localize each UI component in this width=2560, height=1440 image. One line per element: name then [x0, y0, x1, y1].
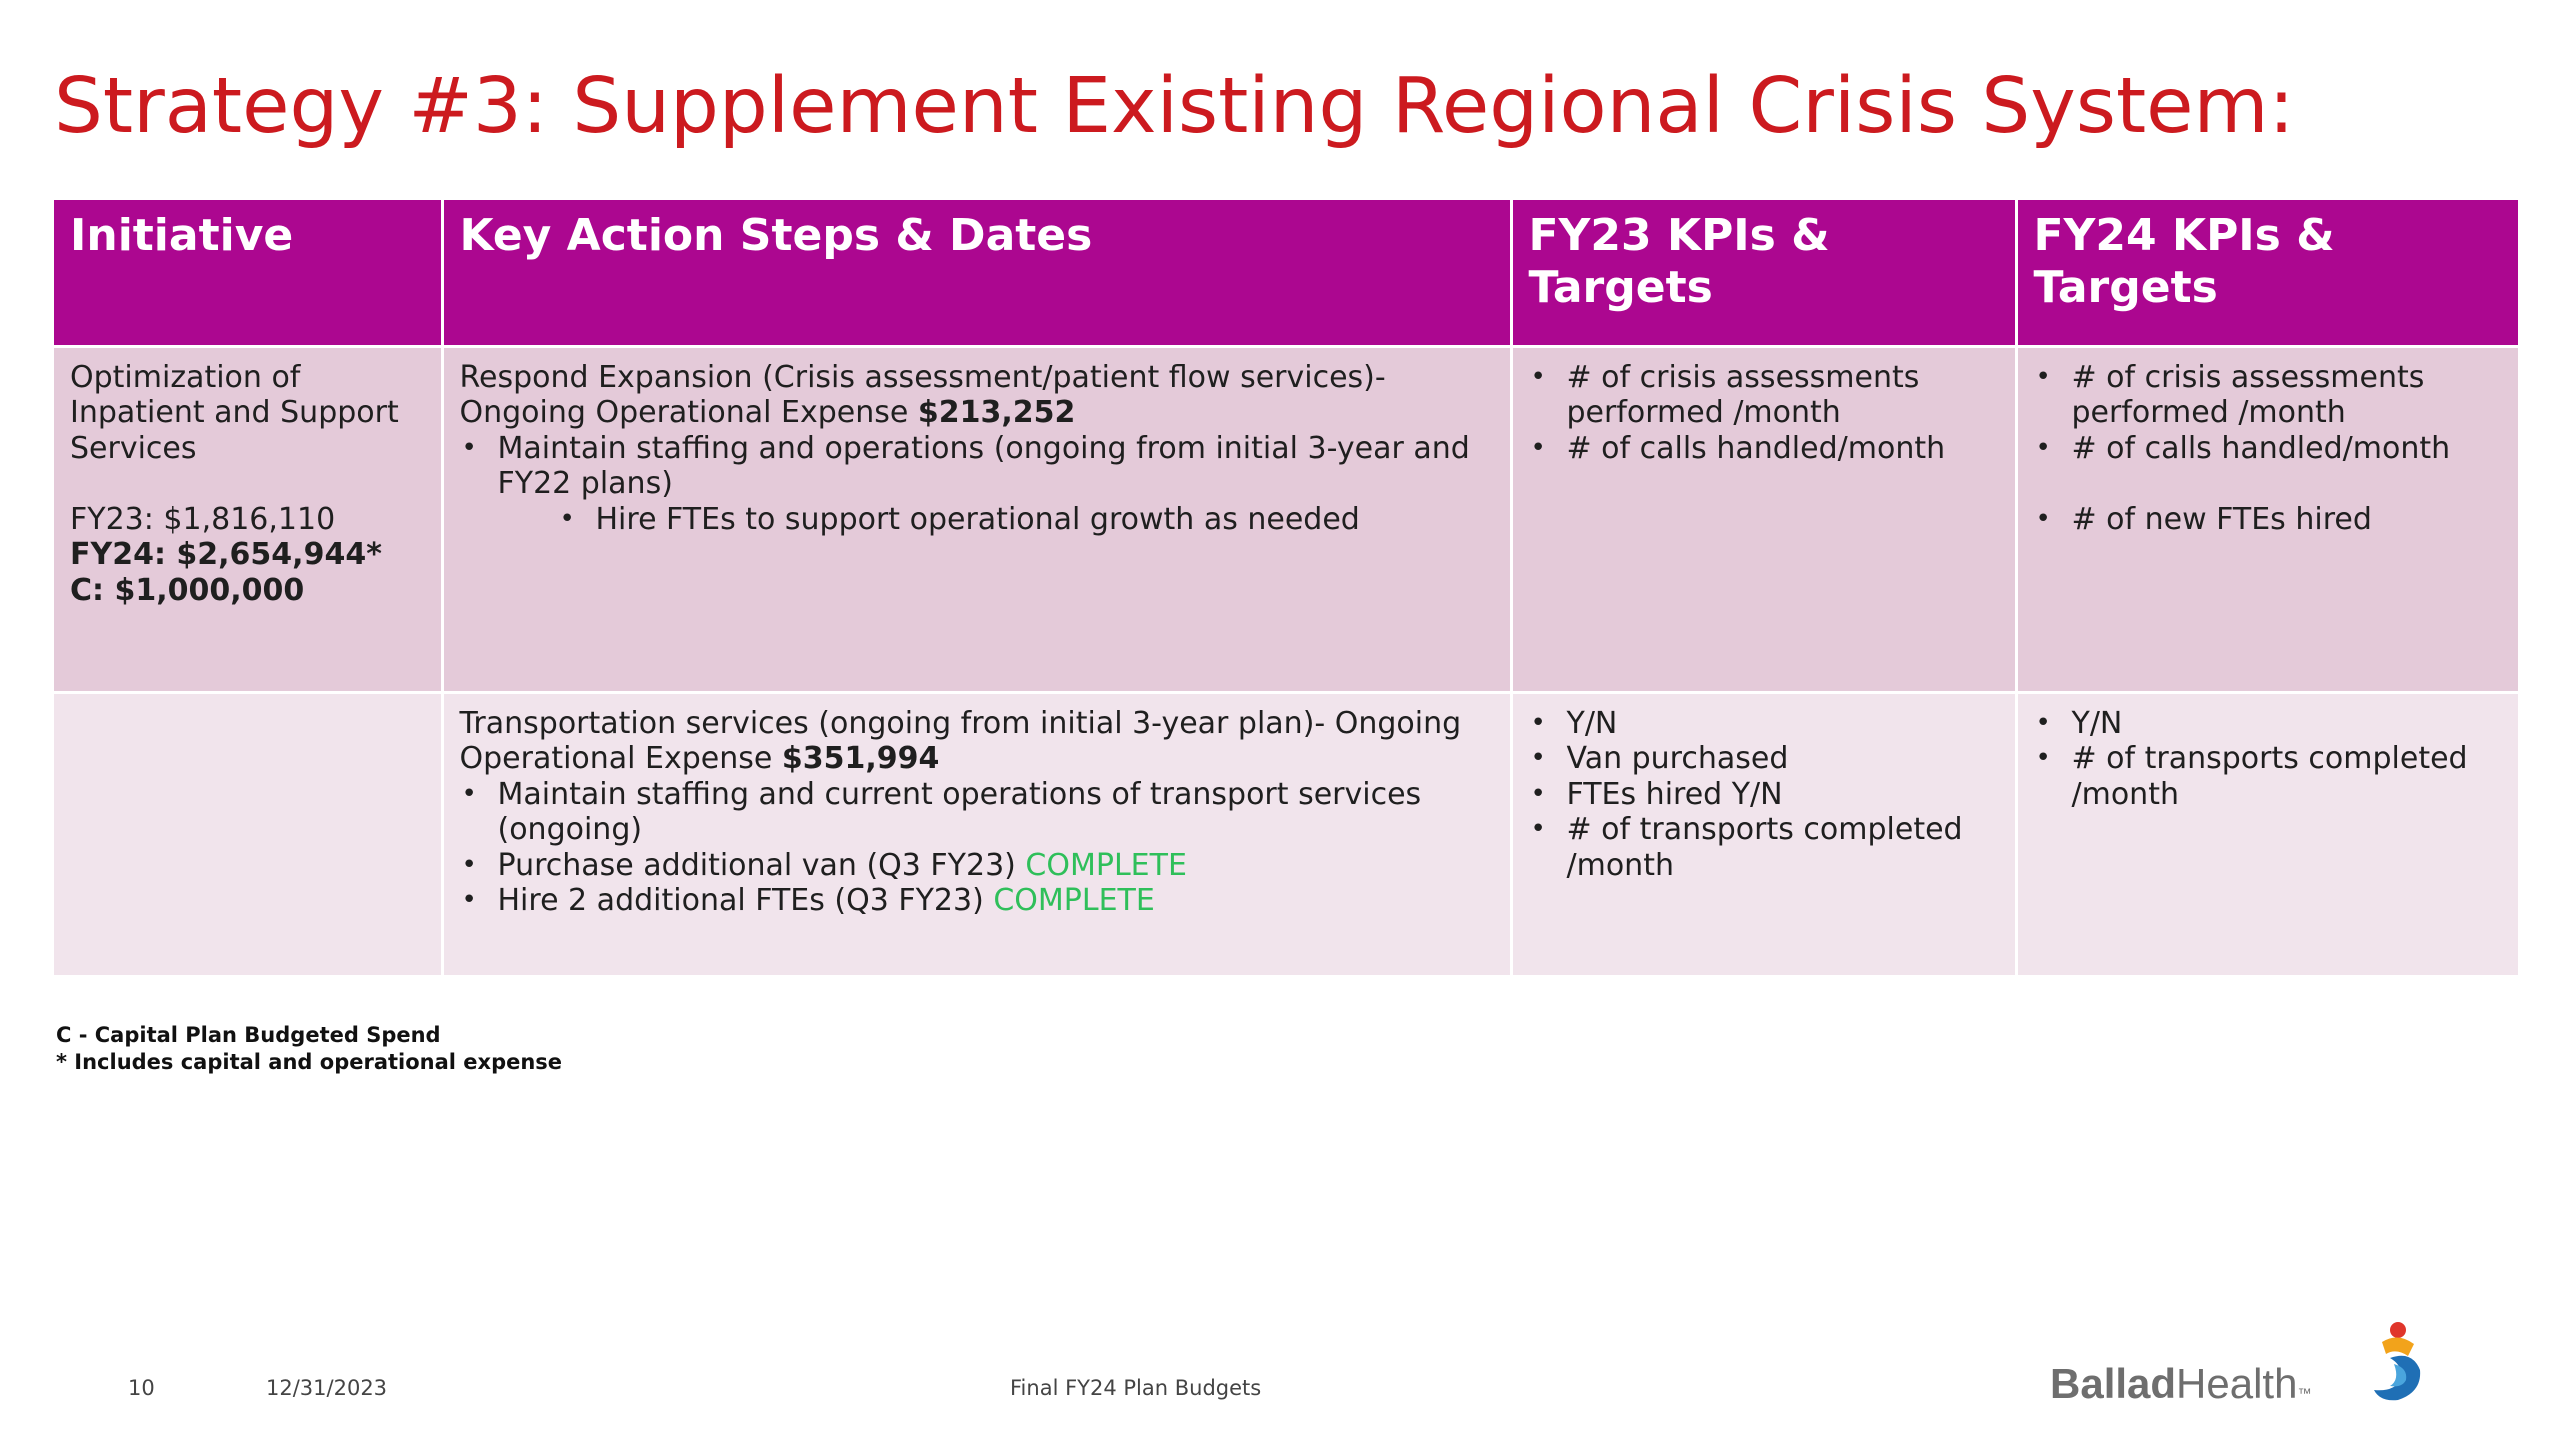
action-steps-cell — [442, 692, 1511, 976]
action-step — [460, 777, 1494, 848]
footnote-asterisk: * Includes capital and operational expense — [56, 1050, 563, 1074]
table-row — [54, 692, 2518, 976]
logo-mark-icon — [2360, 1320, 2440, 1410]
table-row — [54, 346, 2518, 692]
header-fy23-kpis: FY23 KPIs & Targets — [1511, 200, 2016, 346]
fy24-kpis-cell — [2016, 346, 2518, 692]
kpi-item: • # of calls handled/month — [1529, 431, 1999, 467]
logo-text-regular: Health — [2176, 1360, 2298, 1407]
capital-budget: C: $1,000,000 — [70, 572, 305, 608]
fy23-budget: FY23: $1,816,110 — [70, 501, 336, 537]
action-step: • Maintain staffing and operations (ongoing from initial 3-year and FY22 plans) — [460, 431, 1494, 502]
strategy-table — [54, 200, 2518, 978]
footer-date: 12/31/2023 — [266, 1376, 388, 1400]
initiative-name: Optimization of Inpatient and Support Services — [70, 359, 399, 466]
initiative-cell-empty — [54, 692, 442, 976]
logo-text-bold: Ballad — [2050, 1360, 2177, 1407]
kpi-item: • # of transports completed /month — [1529, 812, 1999, 883]
table-header-row — [54, 200, 2518, 346]
kpi-item: • FTEs hired Y/N — [1529, 777, 1999, 813]
logo-wordmark — [2050, 1360, 2311, 1408]
action-substep: • Hire FTEs to support operational growth as needed — [558, 502, 1494, 538]
footnotes — [56, 1022, 562, 1076]
kpi-item: • # of calls handled/month — [2034, 431, 2503, 467]
fy24-budget: FY24: $2,654,944* — [70, 537, 382, 572]
slide-title: Strategy #3: Supplement Existing Regional Crisis System: — [54, 62, 2295, 151]
footer-title: Final FY24 Plan Budgets — [1010, 1376, 1262, 1400]
header-key-action-steps: Key Action Steps & Dates — [442, 200, 1511, 346]
kpi-item: • # of transports completed /month — [2034, 741, 2503, 812]
action-steps-cell — [442, 346, 1511, 692]
kpi-item: • # of new FTEs hired — [2034, 502, 2503, 538]
kpi-item: • Y/N — [1529, 706, 1999, 742]
action-amount: $213,252 — [917, 395, 1076, 430]
fy24-kpis-cell — [2016, 692, 2518, 976]
action-intro-text: Respond Expansion (Crisis assessment/patient flow services)- Ongoing Operational Expense — [459, 359, 1386, 430]
action-step — [460, 848, 1494, 884]
action-intro — [460, 706, 1494, 777]
initiative-cell — [54, 346, 442, 692]
kpi-item: • # of crisis assessments performed /month — [1529, 360, 1999, 431]
kpi-item: • Van purchased — [1529, 741, 1999, 777]
kpi-item: • Y/N — [2034, 706, 2503, 742]
action-step — [460, 883, 1494, 919]
complete-status: COMPLETE — [1025, 847, 1187, 883]
kpi-item: • # of crisis assessments performed /month — [2034, 360, 2503, 431]
action-step-text: Purchase additional van (Q3 FY23) — [497, 847, 1026, 883]
action-step-text: Hire 2 additional FTEs (Q3 FY23) — [497, 883, 994, 918]
action-step-text: Maintain staffing and current operations of transport services (ongoing) — [497, 776, 1422, 847]
action-intro-text: Transportation services (ongoing from initial 3-year plan)- Ongoing Operational Expense — [459, 705, 1462, 776]
footnote-capital: C - Capital Plan Budgeted Spend — [56, 1023, 441, 1047]
page-number: 10 — [128, 1376, 155, 1400]
action-amount: $351,994 — [781, 741, 940, 776]
complete-status: COMPLETE — [993, 883, 1155, 918]
fy23-kpis-cell — [1511, 346, 2016, 692]
logo-tm: ™ — [2297, 1385, 2312, 1401]
ballad-health-logo — [2050, 1320, 2450, 1410]
header-initiative: Initiative — [54, 200, 442, 346]
action-intro — [460, 360, 1494, 431]
fy23-kpis-cell — [1511, 692, 2016, 976]
header-fy24-kpis: FY24 KPIs & Targets — [2016, 200, 2518, 346]
